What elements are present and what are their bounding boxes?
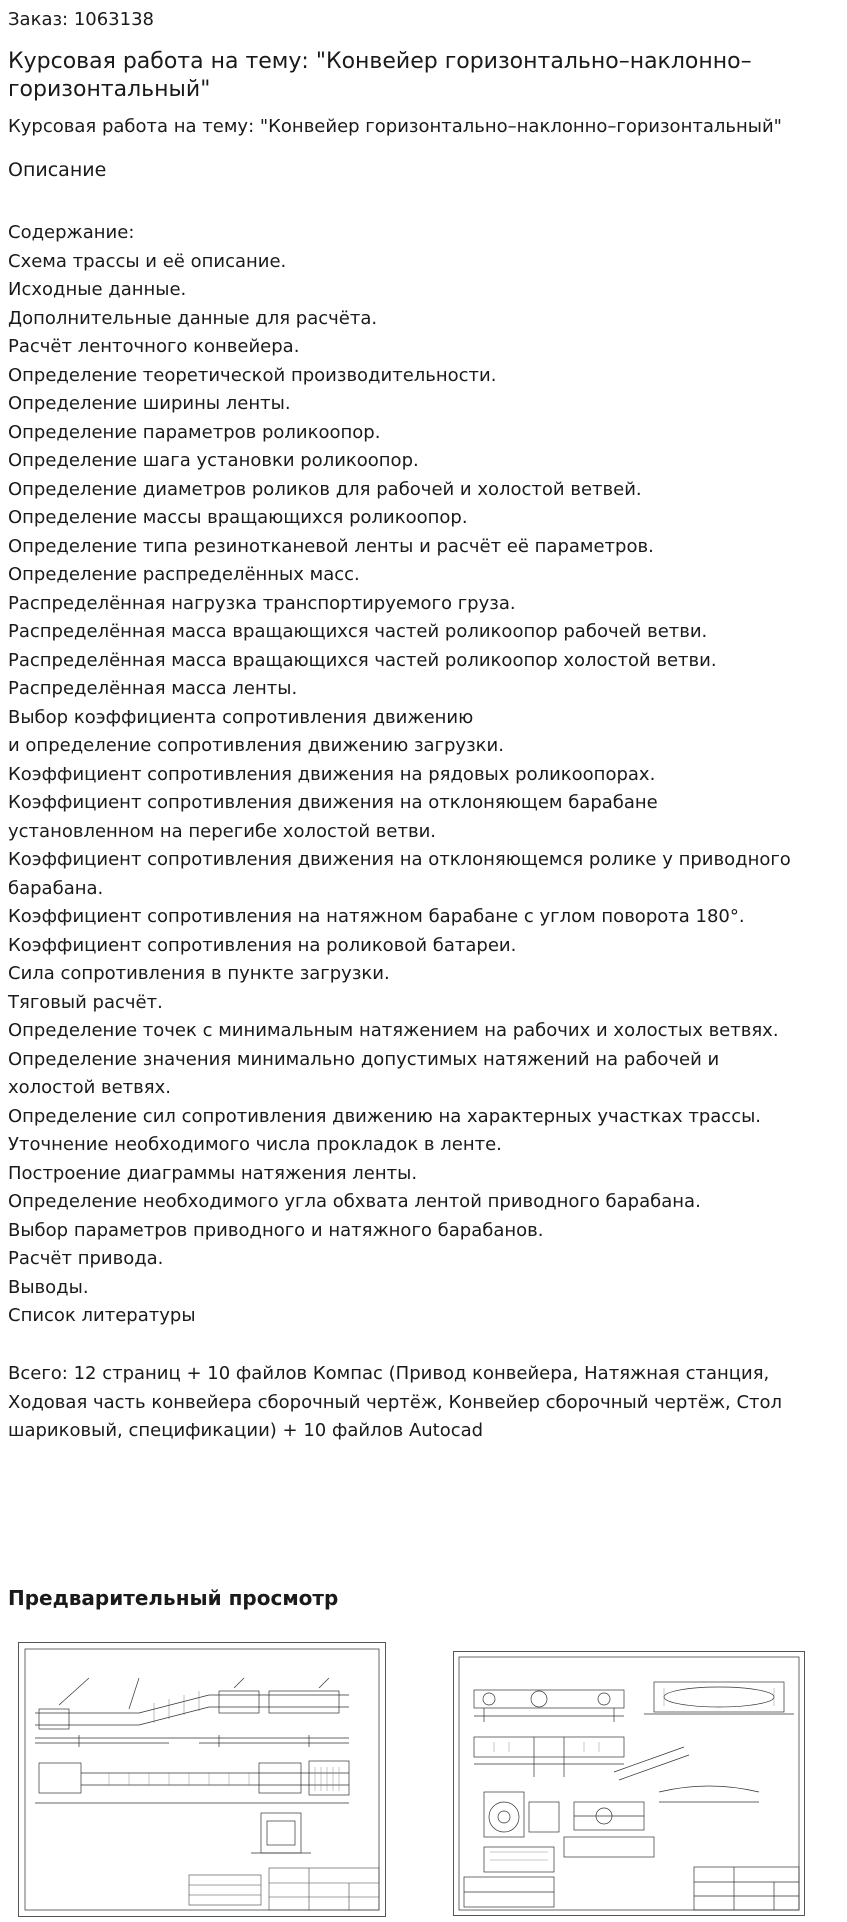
contents-item: Распределённая масса вращающихся частей роликоопор рабочей ветви. bbox=[8, 621, 708, 642]
contents-item: Определение распределённых масс. bbox=[8, 564, 360, 585]
contents-item: Выбор параметров приводного и натяжного барабанов. bbox=[8, 1219, 544, 1241]
contents-item: Уточнение необходимого числа прокладок в ленте. bbox=[8, 1134, 502, 1155]
total-summary bbox=[8, 1360, 846, 1446]
contents-item: Определение типа резинотканевой ленты и расчёт её параметров. bbox=[8, 535, 654, 557]
contents-item: Дополнительные данные для расчёта. bbox=[8, 307, 378, 329]
contents-item: Определение необходимого угла обхвата лентой приводного барабана. bbox=[8, 1191, 701, 1212]
drawing-drive-station-image bbox=[454, 1652, 804, 1915]
contents-item: Определение параметров роликоопор. bbox=[8, 421, 381, 443]
order-number: Заказ: 1063138 bbox=[8, 9, 154, 30]
total-summary-line: Ходовая часть конвейера сборочный чертёж, Конвейер сборочный чертёж, Стол bbox=[8, 1391, 783, 1413]
page-subtitle: Курсовая работа на тему: "Конвейер горизонтально–наклонно–горизонтальный" bbox=[8, 116, 782, 137]
contents-item: Расчёт ленточного конвейера. bbox=[8, 336, 300, 357]
contents-item: Распределённая масса вращающихся частей роликоопор холостой ветви. bbox=[8, 649, 717, 671]
contents-item: холостой ветвях. bbox=[8, 1077, 171, 1098]
page-title: Курсовая работа на тему: "Конвейер горизонтально–наклонно–горизонтальный" bbox=[8, 49, 752, 102]
contents-item: барабана. bbox=[8, 877, 104, 899]
contents-item: Распределённая масса ленты. bbox=[8, 678, 298, 699]
contents-item: Коэффициент сопротивления движения на отклоняющемся ролике у приводного bbox=[8, 849, 791, 870]
total-summary-line: шариковый, спецификации) + 10 файлов Autocad bbox=[8, 1420, 484, 1441]
contents-item: Коэффициент сопротивления на натяжном барабане с углом поворота 180°. bbox=[8, 906, 745, 927]
contents-item: Коэффициент сопротивления движения на рядовых роликоопорах. bbox=[8, 763, 656, 785]
contents-item: Список литературы bbox=[8, 1305, 196, 1326]
contents-item: Тяговый расчёт. bbox=[8, 991, 163, 1013]
contents-item: Коэффициент сопротивления на роликовой батареи. bbox=[8, 934, 517, 956]
contents-item: Определение теоретической производительности. bbox=[8, 364, 497, 386]
contents-item: Определение значения минимально допустимых натяжений на рабочей и bbox=[8, 1048, 720, 1070]
contents-block bbox=[8, 219, 846, 1331]
contents-item: Коэффициент сопротивления движения на отклоняющем барабане bbox=[8, 792, 658, 813]
contents-item: Расчёт привода. bbox=[8, 1248, 164, 1269]
contents-item: Определение ширины ленты. bbox=[8, 393, 291, 414]
total-summary-line: Всего: 12 страниц + 10 файлов Компас (Привод конвейера, Натяжная станция, bbox=[8, 1363, 770, 1384]
contents-heading: Содержание: bbox=[8, 222, 135, 243]
contents-item: Распределённая нагрузка транспортируемого груза. bbox=[8, 592, 516, 614]
contents-item: и определение сопротивления движению загрузки. bbox=[8, 735, 504, 756]
drawing-conveyor-layout-image bbox=[19, 1643, 385, 1916]
contents-item: установленном на перегибе холостой ветви. bbox=[8, 820, 436, 842]
contents-item: Сила сопротивления в пункте загрузки. bbox=[8, 963, 390, 984]
contents-item: Определение сил сопротивления движению на характерных участках трассы. bbox=[8, 1105, 762, 1127]
contents-item: Построение диаграммы натяжения ленты. bbox=[8, 1162, 418, 1184]
contents-item: Исходные данные. bbox=[8, 279, 187, 300]
contents-item: Выбор коэффициента сопротивления движению bbox=[8, 706, 474, 728]
contents-item: Выводы. bbox=[8, 1276, 89, 1298]
preview-thumbnail-2[interactable] bbox=[453, 1651, 805, 1916]
preview-heading: Предварительный просмотр bbox=[8, 1586, 339, 1610]
contents-item: Определение массы вращающихся роликоопор. bbox=[8, 507, 468, 528]
contents-item: Определение диаметров роликов для рабочей и холостой ветвей. bbox=[8, 478, 642, 500]
contents-item: Определение точек с минимальным натяжением на рабочих и холостых ветвях. bbox=[8, 1020, 779, 1041]
preview-thumbnail-1[interactable] bbox=[18, 1642, 386, 1917]
contents-item: Определение шага установки роликоопор. bbox=[8, 450, 419, 471]
description-heading: Описание bbox=[8, 159, 107, 181]
contents-item: Схема трассы и её описание. bbox=[8, 250, 287, 272]
